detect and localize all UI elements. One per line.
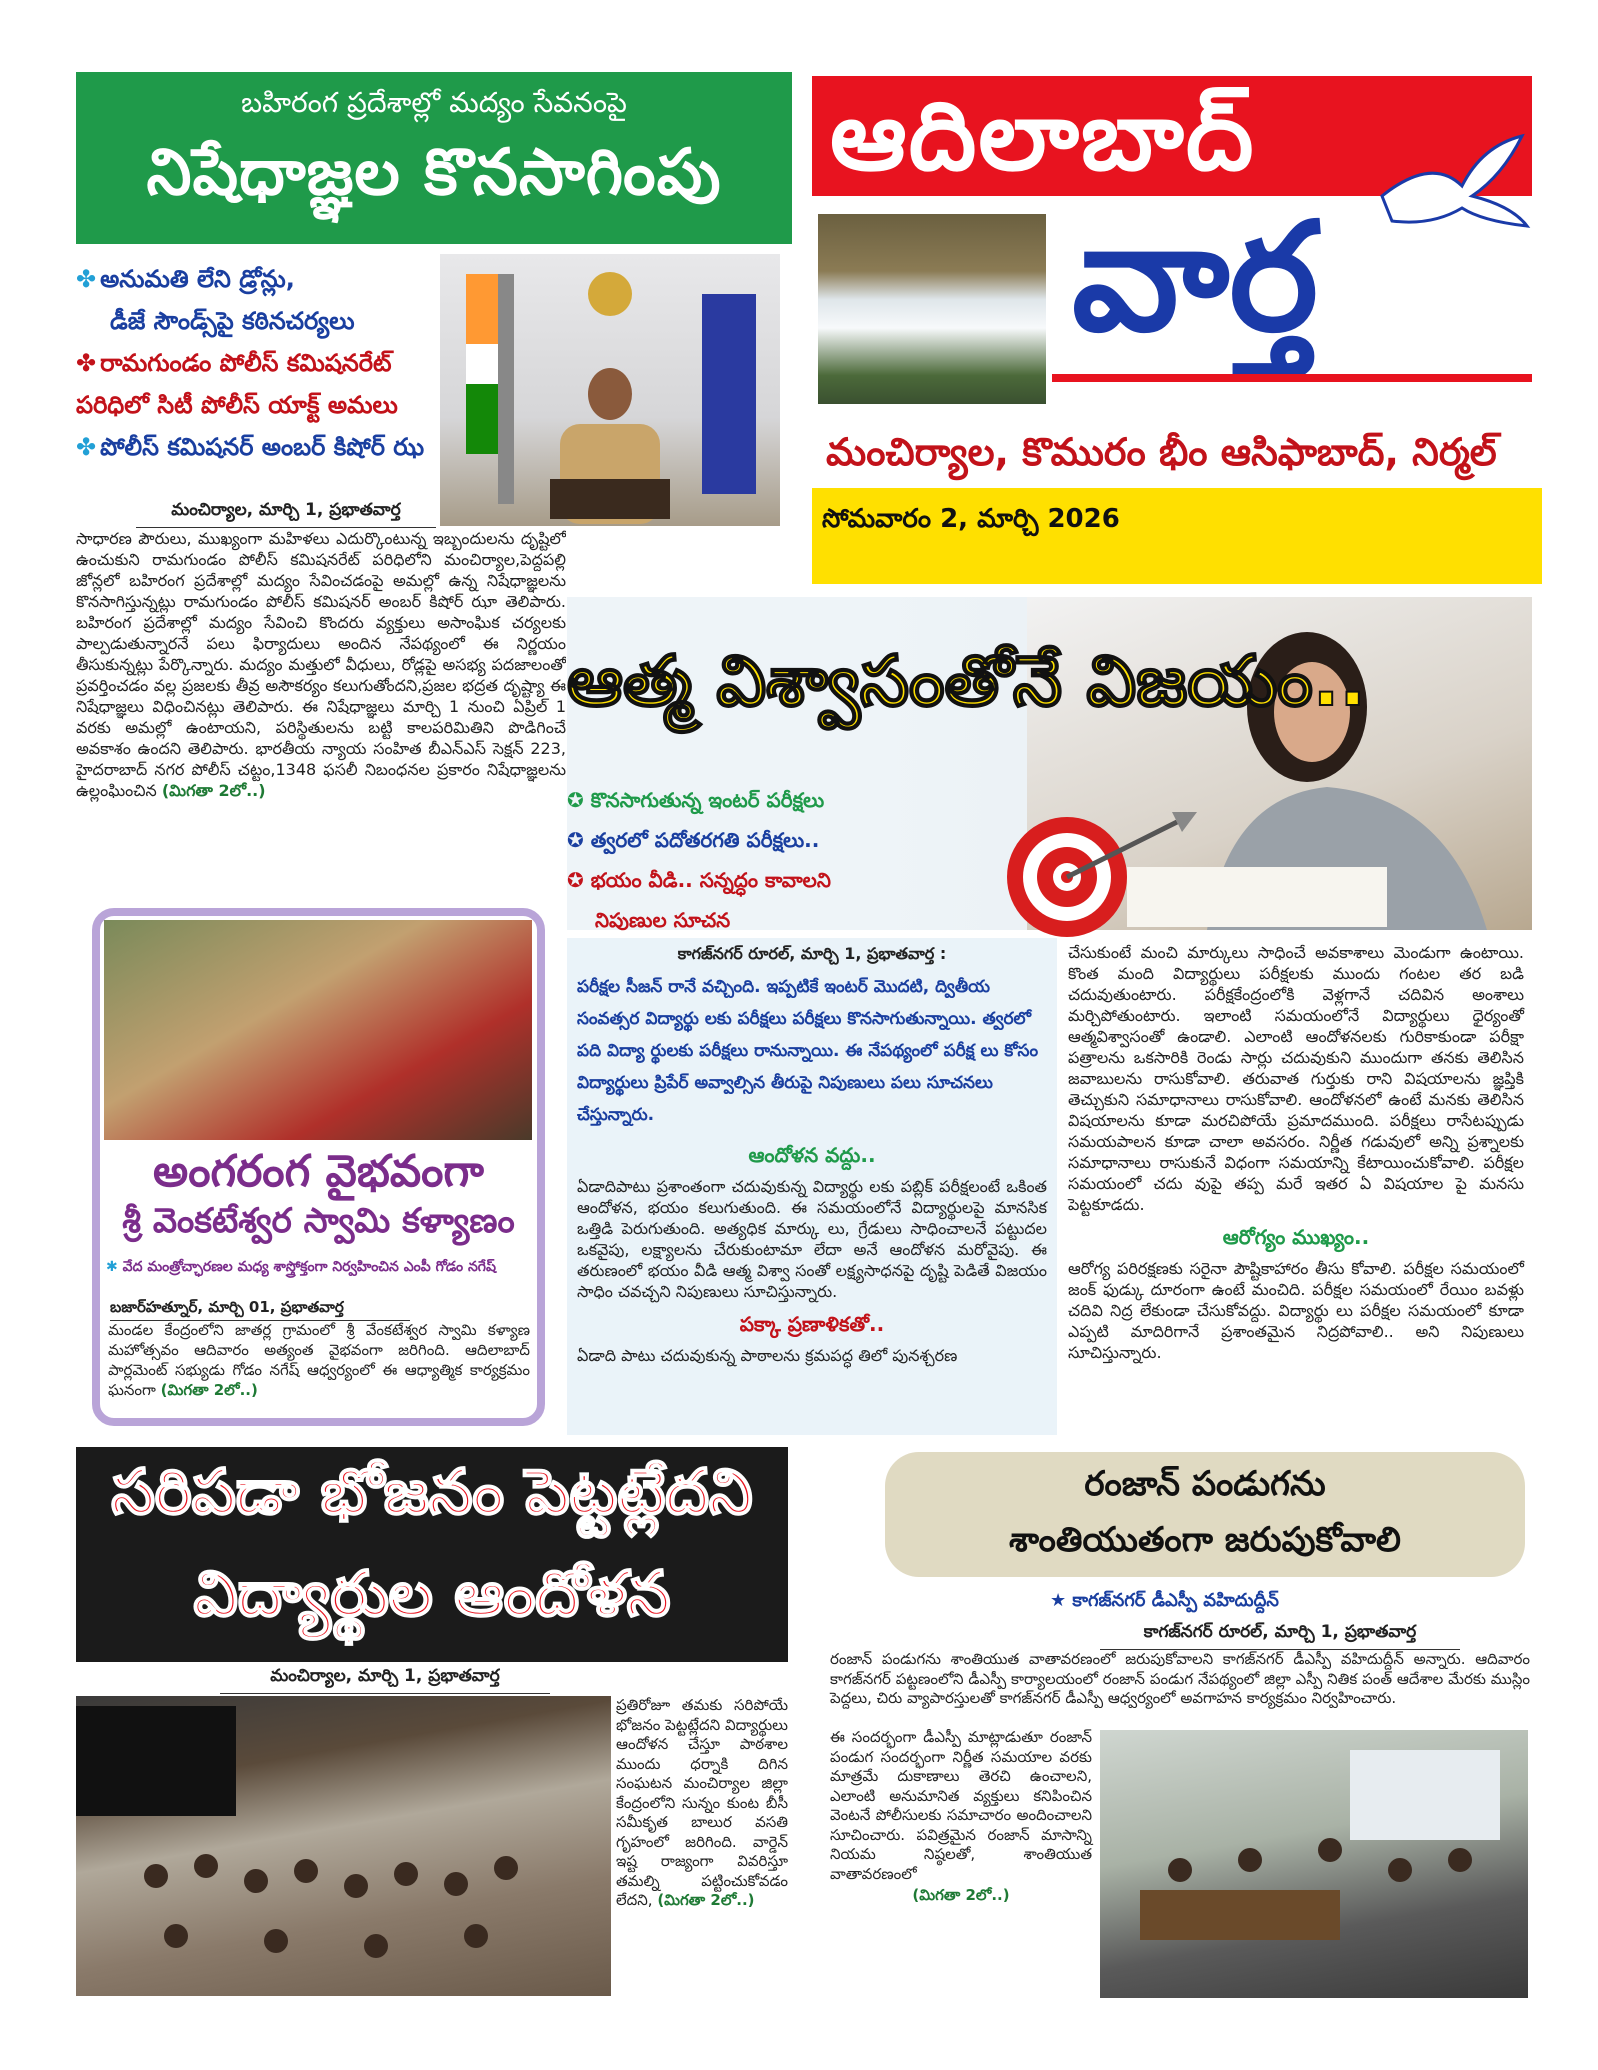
story1-bullets bbox=[76, 258, 436, 468]
protest-dateline: మంచిర్యాల, మార్చి 1, ప్రభాతవార్త bbox=[220, 1666, 550, 1694]
continued-link[interactable]: (మిగతా 2లో..) bbox=[161, 781, 266, 800]
commissioner-figure bbox=[440, 254, 780, 526]
kalyanam-box bbox=[92, 908, 545, 1426]
police-commissioner-photo bbox=[440, 254, 780, 526]
story1-dateline: మంచిర్యాల, మార్చి 1, ప్రభాతవార్త bbox=[136, 500, 436, 528]
target-icon bbox=[987, 802, 1207, 942]
ramzan-header bbox=[885, 1452, 1525, 1577]
exam-subhead: పక్కా ప్రణాళికతో.. bbox=[739, 1312, 885, 1336]
exam-dateline: కాగజ్‌నగర్ రూరల్, మార్చి 1, ప్రభాతవార్త : bbox=[677, 944, 947, 963]
exam-subhead: ఆరోగ్యం ముఖ్యం.. bbox=[1222, 1225, 1370, 1249]
story1-bullet: ✤ అనుమతి లేని డ్రోన్లు, bbox=[76, 265, 295, 293]
protest-body: ప్రతిరోజూ తమకు సరిపోయే భోజనం పెట్టట్లేదని విద్యార్థులు ఆందోళన చేస్తూ పాఠశాల ముందు ధర్నాకి దిగిన సంఘటన మంచిర్యాల జిల్లా కేంద్రంలోని సున్నం కుంట బీసీ సమీకృత బాలుర వసతి గృహంలో జరిగింది. వార్డెన్ ఇష్ట రాజ్యంగా వివరిస్తూ తమల్ని పట్టించుకోవడం లేదని, (మిగతా 2లో..) bbox=[616, 1696, 788, 1909]
masthead-varta: వార్త bbox=[1072, 191, 1319, 365]
exam-bullet: నిపుణుల సూచన bbox=[595, 908, 731, 932]
story1-bullet: ✤ రామగుండం పోలీస్ కమిషనరేట్ bbox=[76, 349, 392, 377]
story1-headline: నిషేధాజ్ఞల కొనసాగింపు bbox=[146, 136, 722, 210]
exam-col2 bbox=[1060, 938, 1532, 1435]
exam-intro: పరీక్షల సీజన్ రానే వచ్చింది. ఇప్పటికే ఇంటర్ మొదటి, ద్వితీయ సంవత్సర విద్యార్థు లకు పరీక్షలు పరీక్షలు కొనసాగుతున్నాయి. త్వరలో పది విద్యా ర్థులకు పరీక్షలు రానున్నాయి. ఈ నేపథ్యంలో పరీక్ష లు కోసం విద్యార్థులు ప్రిపేర్ అవ్వాల్సిన తీరుపై నిపుణులు పలు సూచనలు చేస్తున్నారు. bbox=[577, 977, 1039, 1125]
ramzan-body-2: ఈ సందర్భంగా డీఎస్పీ మాట్లాడుతూ రంజాన్ పండుగ సందర్భంగా నిర్ణీత సమయాల వరకు మాత్రమే దుకాణాలు తెరచి ఉంచాలని, ఎలాంటి అనుమానిత వ్యక్తులు కనిపించిన వెంటనే పోలీసులకు సమాచారం అందించాలని సూచించారు. పవిత్రమైన రంజాన్ మాసాన్ని నియమ నిష్ఠలతో, శాంతియుత వాతావరణంలో (మిగతా 2లో..) bbox=[830, 1728, 1092, 1904]
masthead-date: సోమవారం 2, మార్చి 2026 bbox=[812, 488, 1542, 584]
exam-bullets bbox=[567, 780, 987, 940]
story1-bullet: ✤ పోలీస్ కమిషనర్ అంబర్ కిషోర్ ఝ bbox=[76, 433, 425, 461]
meeting-figures bbox=[1100, 1730, 1528, 1998]
masthead-stripe bbox=[1052, 374, 1532, 382]
masthead bbox=[812, 76, 1532, 571]
kalyanam-headline-2: శ్రీ వెంకటేశ్వర స్వామి కళ్యాణం bbox=[122, 1201, 515, 1241]
ramzan-byline: ★ కాగజ్‌నగర్ డీఎస్పీ వహిదుద్దీన్ bbox=[1050, 1590, 1279, 1611]
exam-body: ఏడాదిపాటు ప్రశాంతంగా చదువుకున్న విద్యార్థు లకు పబ్లిక్ పరీక్షలంటే ఒకింత ఆందోళన, భయం కలుగుతుంది. ఈ సమయంలోనే విద్యార్థులపై మానసిక ఒత్తిడి పెరుగుతుంది. అత్యధిక మార్కు లు, గ్రేడులు సాధించాలనే పట్టుదల ఒకవైపు, లక్ష్యాలను చేరుకుంటామా లేదా అనే ఆందోళన మరోవైపు. ఈ తరుణంలో భయం వీడి ఆత్మ విశ్వా సంతో లక్ష్యసాధనపై దృష్టి పెడితే విజయం సాధిం చవచ్చని నిపుణులు సూచిస్తున్నారు. bbox=[577, 1177, 1047, 1301]
protest-crowd bbox=[76, 1696, 611, 1996]
story1-body: సాధారణ పౌరులు, ముఖ్యంగా మహిళలు ఎదుర్కొంటున్న ఇబ్బందులను దృష్టిలో ఉంచుకుని రామగుండం పోలీస్ కమిషనరేట్ పరిధిలోని మంచిర్యాల,పెద్దపల్లి జోన్లలో బహిరంగ ప్రదేశాల్లో మద్యం సేవించడంపై అమల్లో ఉన్న నిషేధాజ్ఞలను కొనసాగిస్తున్నట్లు రామగుండం పోలీస్ కమిషనర్ అంబర్ కిషోర్ ఝా తెలిపారు. బహిరంగ ప్రదేశాల్లో మద్యం సేవించి కొందరు వ్యక్తులు అసాంఘిక చర్యలకు పాల్పడుతున్నారనే పలు ఫిర్యాదులు అందిన నేపథ్యంలో ఈ నిర్ణయం తీసుకున్నట్లు పేర్కొన్నారు. మద్యం మత్తులో వీధులు, రోడ్లపై అసభ్య పదజాలంతో ప్రవర్తించడం వల్ల ప్రజలకు తీవ్ర అసౌకర్యం కలుగుతోందని,ప్రజల భద్రత దృష్ట్యా ఈ నిషేధాజ్ఞలు విధించినట్లు తెలిపారు. ఈ నిషేధాజ్ఞలు మార్చి 1 నుంచి ఏప్రిల్ 1 వరకు అమల్లో ఉంటాయని, పరిస్థితులను బట్టి కాలపరిమితిని పొడిగించే అవకాశం ఉందని తెలిపారు. భారతీయ న్యాయ సంహిత బీఎన్ఎస్ సెక్షన్ 223, హైదరాబాద్ నగర పోలీస్ చట్టం,1348 ఫసలీ నిబంధనల ప్రకారం నిషేధాజ్ఞలను ఉల్లంఘించిన (మిగతా 2లో..) bbox=[76, 529, 566, 800]
exam-body: ఏడాది పాటు చదువుకున్న పాఠాలను క్రమపద్ధ తిలో పునశ్చరణ bbox=[577, 1346, 958, 1365]
star-icon: ★ bbox=[1050, 1590, 1073, 1611]
story1-kicker: బహిరంగ ప్రదేశాల్లో మద్యం సేవనంపై bbox=[241, 86, 627, 119]
star-icon: ✪ bbox=[567, 828, 591, 852]
exam-headline: ఆత్మ విశ్వాసంతోనే విజయం.. bbox=[567, 640, 1366, 722]
masthead-districts: మంచిర్యాల, కొమురం భీం ఆసిఫాబాద్, నిర్మల్ bbox=[826, 430, 1497, 474]
protest-headline-1: సరిపడా భోజనం పెట్టట్లేదని bbox=[111, 1455, 753, 1528]
story1-header bbox=[76, 72, 792, 244]
ramzan-body-1: రంజాన్ పండుగను శాంతియుత వాతావరణంలో జరుపుకోవాలని కాగజ్‌నగర్ డీఎస్పీ వహిదుద్దీన్ అన్నారు. ఆదివారం కాగజ్‌నగర్ పట్టణంలోని డీఎస్పీ కార్యాలయంలో రంజాన్ పండుగ నేపథ్యంలో జిల్లా ఎస్పీ నితిక పంత్ ఆదేశాల మేరకు ముస్లిం పెద్దలు, చిరు వ్యాపారస్తులతో కాగజ్‌నగర్ డీఎస్పీ ఆధ్వర్యంలో అవగాహన కార్యక్రమం నిర్వహించారు. bbox=[830, 1650, 1530, 1707]
exam-body: చేసుకుంటే మంచి మార్కులు సాధించే అవకాశాలు మెండుగా ఉంటాయి. కొంత మంది విద్యార్థులు పరీక్షలకు ముందు గంటల తర బడి చదువుతుంటారు. పరీక్షకేంద్రంలోకి వెళ్లగానే చదివిన అంశాలు మర్చిపోతుంటారు. ఇలాంటి సమయంలోనే విద్యార్థులు ధైర్యంతో ఆత్మవిశ్వాసంతో ఉండాలి. ఎలాంటి ఆందోళనలకు గురికాకుండా పరీక్షా పత్రాలను ఒకసారికి రెండు సార్లు చదువుకుని ముందుగా తనకు తెలిసిన జవాబులను రాసుకోవాలి. తరువాత గుర్తుకు రాని విషయాలను జ్ఞప్తికి తెచ్చుకుని సమాధానాలు రాసుకోవాలి. ఆందోళనలో ఉంటే మనకు తెలిసిన విషయాలను కూడా మరచిపోయే ప్రమాదముంది. పరీక్షలు రాసేటప్పుడు సమయపాలన కూడా చాలా అవసరం. నిర్ణీత గడువులో అన్ని ప్రశ్నాలకు సమాధానాలు రాసుకునే విధంగా సమయాన్ని కేటాయించుకోవాలి. పరీక్షల సమయంలో చదు వుపై తప్ప మరే ఇతర ఏ విషయాల పై మనసు పెట్టకూడదు. bbox=[1068, 943, 1524, 1214]
protest-photo bbox=[76, 1696, 611, 1996]
star-icon: ✤ bbox=[76, 349, 97, 377]
waterfall-photo bbox=[818, 214, 1046, 404]
star-icon: ✪ bbox=[567, 868, 591, 892]
star-icon: ✤ bbox=[76, 265, 97, 293]
kalyanam-headline-1: అంగరంగ వైభవంగా bbox=[153, 1146, 484, 1197]
kalyanam-photo bbox=[104, 920, 532, 1140]
exam-subhead: ఆందోళన వద్దు.. bbox=[748, 1143, 876, 1167]
kalyanam-dateline: బజార్‌హత్నూర్, మార్చి 01, ప్రభాతవార్త bbox=[110, 1298, 410, 1321]
star-icon: ✱ bbox=[106, 1259, 123, 1275]
star-icon: ✤ bbox=[76, 433, 97, 461]
ramzan-meeting-photo bbox=[1100, 1730, 1528, 1998]
exam-body: ఆరోగ్య పరిరక్షణకు సరైనా పౌష్టికాహారం తీసు కోవాలి. పరీక్షల సమయంలో జంక్ ఫుడ్కు దూరంగా ఉంటే మంచిది. పరీక్షల సమయంలో రేయిం బవళ్లు చదివి నిద్ర లేకుండా చేసుకోవద్దు. విద్యార్థు లు పరీక్షల సమయంలో కూడా ఎప్పటి మాదిరిగానే ప్రశాంతమైన నిద్రపోవాలి.. అని నిపుణులు సూచిస్తున్నారు. bbox=[1068, 1259, 1524, 1362]
exam-bullet: ✪ కొనసాగుతున్న ఇంటర్ పరీక్షలు bbox=[567, 788, 825, 812]
ramzan-headline-2: శాంతియుతంగా జరుపుకోవాలి bbox=[1009, 1520, 1401, 1560]
ramzan-headline-1: రంజాన్ పండుగను bbox=[1084, 1464, 1326, 1504]
story1-bullet: పరిధిలో సిటీ పోలీస్ యాక్ట్ అమలు bbox=[76, 391, 398, 419]
continued-link[interactable]: (మిగతా 2లో..) bbox=[160, 1381, 258, 1399]
exam-bullet: ✪ త్వరలో పదోతరగతి పరీక్షలు.. bbox=[567, 828, 820, 852]
continued-link[interactable]: (మిగతా 2లో..) bbox=[657, 1891, 755, 1909]
kalyanam-body: మండల కేంద్రంలోని జాతర్ల గ్రామంలో శ్రీ వేంకటేశ్వర స్వామి కళ్యాణ మహోత్సవం ఆదివారం అత్యంత వైభవంగా జరిగింది. ఆదిలాబాద్ పార్లమెంట్ సభ్యుడు గోడం నగేష్ ఆధ్వర్యంలో ఈ ఆధ్యాత్మిక కార్యక్రమం ఘనంగా (మిగతా 2లో..) bbox=[108, 1321, 530, 1399]
dove-logo-icon bbox=[1372, 126, 1532, 246]
ramzan-dateline: కాగజ్‌నగర్ రూరల్, మార్చి 1, ప్రభాతవార్త bbox=[1100, 1622, 1460, 1650]
exam-bullet: ✪ భయం వీడి.. సన్నద్ధం కావాలని bbox=[567, 868, 831, 892]
protest-header bbox=[76, 1447, 788, 1662]
protest-headline-2: విద్యార్థుల ఆందోళన bbox=[193, 1557, 671, 1630]
continued-link[interactable]: (మిగతా 2లో..) bbox=[912, 1886, 1010, 1904]
masthead-title: ఆదిలాబాద్ bbox=[830, 80, 1256, 192]
kalyanam-subhead: ✱ వేద మంత్రోచ్ఛారణల మధ్య శాస్త్రోక్తంగా నిర్వహించిన ఎంపీ గోడం నగేష్ bbox=[106, 1259, 496, 1275]
story1-bullet: డీజే సౌండ్స్‌పై కఠినచర్యలు bbox=[110, 307, 355, 335]
star-icon: ✪ bbox=[567, 788, 591, 812]
exam-col1 bbox=[567, 938, 1057, 1435]
